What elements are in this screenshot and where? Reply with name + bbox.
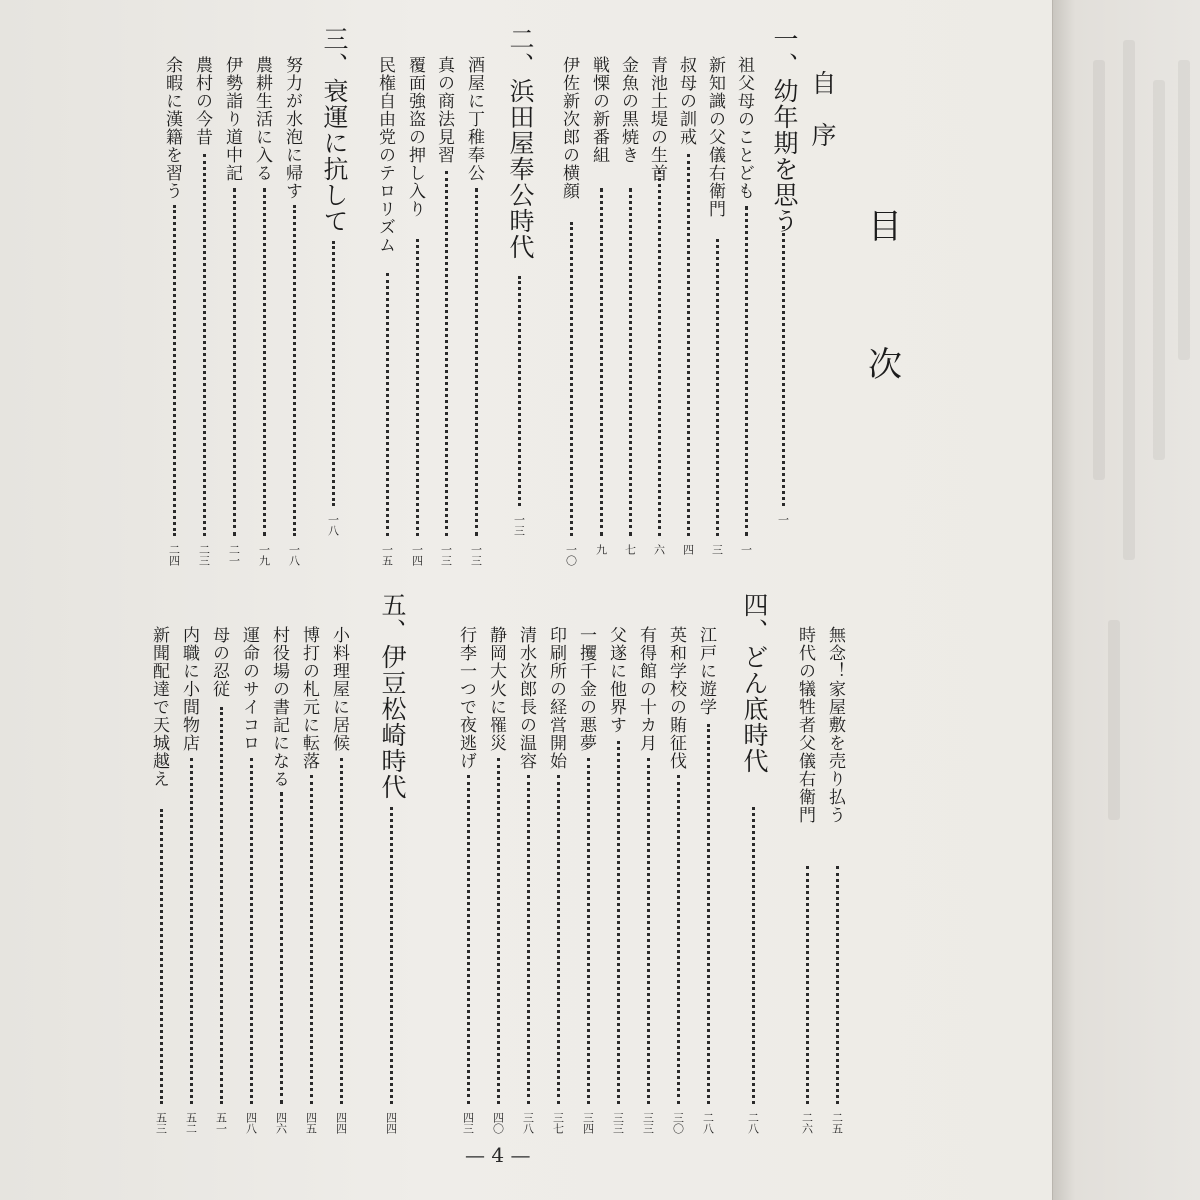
toc-entry-title: 行李一つで夜逃げ	[456, 626, 476, 770]
toc-leader-dots	[220, 707, 223, 1104]
toc-page-number: 三三	[641, 1112, 655, 1134]
toc-entry-title: 叔母の訓戒	[676, 56, 696, 146]
toc-entry[interactable]	[329, 626, 352, 1134]
toc-entry[interactable]	[734, 56, 757, 555]
toc-page-number: 五一	[214, 1112, 228, 1134]
toc-preface[interactable]	[808, 70, 837, 530]
toc-page-number: 一〇	[564, 544, 578, 566]
toc-leader-dots	[390, 807, 393, 1104]
toc-leader-dots	[647, 758, 650, 1104]
toc-leader-dots	[293, 205, 296, 536]
toc-entry[interactable]	[795, 626, 818, 1134]
toc-leader-dots	[752, 807, 755, 1104]
toc-leader-dots	[203, 154, 206, 536]
toc-entry[interactable]	[209, 626, 232, 1134]
toc-entry[interactable]	[405, 56, 428, 566]
toc-leader-dots	[600, 188, 603, 536]
toc-entry[interactable]	[606, 626, 629, 1134]
toc-leader-dots	[386, 273, 389, 536]
toc-leader-dots	[836, 866, 839, 1104]
toc-leader-dots	[587, 758, 590, 1104]
toc-leader-dots	[617, 741, 620, 1104]
toc-leader-dots	[160, 809, 163, 1104]
toc-page-number: 一五	[380, 544, 394, 566]
toc-leader-dots	[629, 188, 632, 536]
toc-entry-title: 小料理屋に居候	[329, 626, 349, 752]
toc-entry[interactable]	[269, 626, 292, 1134]
page-footer-number: — 4 —	[465, 1143, 531, 1167]
toc-section-5[interactable]	[378, 592, 407, 1134]
adjacent-page-edge	[1052, 0, 1200, 1200]
toc-page-number: 二四	[167, 544, 181, 566]
toc-leader-dots	[687, 154, 690, 536]
toc-page-number: 一八	[326, 514, 340, 536]
toc-entry[interactable]	[825, 626, 848, 1134]
toc-leader-dots	[280, 792, 283, 1104]
bleed-through-text	[1178, 60, 1190, 360]
bleed-through-text	[1123, 40, 1135, 560]
toc-page-number: 二八	[746, 1112, 760, 1134]
toc-entry-title: 努力が水泡に帰す	[282, 56, 302, 200]
toc-page-number: 一九	[257, 544, 271, 566]
toc-leader-dots	[445, 171, 448, 536]
toc-entry[interactable]	[149, 626, 172, 1134]
toc-leader-dots	[250, 758, 253, 1104]
toc-leader-dots	[263, 188, 266, 536]
toc-page-number: 四四	[384, 1112, 398, 1134]
toc-leader-dots	[557, 775, 560, 1104]
toc-entry[interactable]	[456, 626, 479, 1134]
toc-entry-title: 余暇に漢籍を習う	[162, 56, 182, 200]
toc-entry-title: 静岡大火に罹災	[486, 626, 506, 752]
toc-entry-title: 伊佐新次郎の横顔	[559, 56, 579, 200]
toc-page-number: 四六	[274, 1112, 288, 1134]
toc-entry[interactable]	[676, 56, 699, 555]
toc-page-number: 一三	[512, 514, 526, 536]
toc-entry[interactable]	[486, 626, 509, 1134]
toc-leader-dots	[782, 226, 785, 506]
toc-title-char-2: 次	[868, 345, 902, 385]
toc-entry-title: 民権自由党のテロリズム	[375, 56, 395, 254]
toc-entry-title: 有得館の十カ月	[636, 626, 656, 752]
toc-page-number: 一三	[469, 544, 483, 566]
toc-entry-title: 父遂に他界す	[606, 626, 626, 734]
toc-section-heading: 一、幼年期を思う	[770, 26, 799, 234]
toc-entry-title: 博打の札元に転落	[299, 626, 319, 770]
toc-entry-title: 一攫千金の悪夢	[576, 626, 596, 752]
toc-entry[interactable]	[647, 56, 670, 555]
toc-entry-title: 母の忍従	[209, 626, 229, 698]
bleed-through-text	[1108, 620, 1120, 820]
toc-entry[interactable]	[666, 626, 689, 1134]
toc-entry-title: 新知識の父儀右衛門	[705, 56, 725, 218]
toc-section-heading: 四、どん底時代	[740, 592, 769, 774]
toc-entry-title: 祖父母のことども	[734, 56, 754, 200]
toc-leader-dots	[233, 188, 236, 536]
toc-leader-dots	[707, 724, 710, 1104]
toc-entry-title: 印刷所の経営開始	[546, 626, 566, 770]
toc-section-2[interactable]	[506, 26, 535, 536]
toc-page-number: 一八	[287, 544, 301, 566]
toc-page-number: 三八	[521, 1112, 535, 1134]
toc-entry[interactable]	[179, 626, 202, 1134]
toc-entry[interactable]	[696, 626, 719, 1134]
toc-entry-title: 覆面強盗の押し入り	[405, 56, 425, 218]
toc-entry[interactable]	[546, 626, 569, 1134]
toc-entry[interactable]	[559, 56, 582, 566]
toc-entry-title: 青池土堤の生首	[647, 56, 667, 182]
toc-entry-title: 清水次郎長の温容	[516, 626, 536, 770]
toc-entry[interactable]	[589, 56, 612, 555]
toc-section-4[interactable]	[740, 592, 769, 1134]
bleed-through-text	[1093, 60, 1105, 480]
toc-entry-title: 内職に小間物店	[179, 626, 199, 752]
toc-page-number: 四〇	[491, 1112, 505, 1134]
toc-entry-title: 無念！家屋敷を売り払う	[825, 626, 845, 824]
toc-leader-dots	[570, 222, 573, 536]
toc-section-heading: 三、衰運に抗して	[320, 26, 349, 234]
toc-leader-dots	[340, 758, 343, 1104]
toc-page-number: 一	[739, 544, 753, 555]
toc-page-number: 三四	[581, 1112, 595, 1134]
toc-entry-title: 江戸に遊学	[696, 626, 716, 716]
toc-entry[interactable]	[618, 56, 641, 555]
toc-page-number: 七	[623, 544, 637, 555]
toc-entry-title: 金魚の黒焼き	[618, 56, 638, 164]
toc-page-number: 一四	[410, 544, 424, 566]
toc-leader-dots	[310, 775, 313, 1104]
toc-leader-dots	[527, 775, 530, 1104]
toc-leader-dots	[658, 171, 661, 536]
toc-page-number: 三〇	[671, 1112, 685, 1134]
toc-page-number: 四	[681, 544, 695, 555]
toc-entry-title: 時代の犠牲者父儀右衛門	[795, 626, 815, 824]
toc-entry[interactable]	[239, 626, 262, 1134]
toc-entry-title: 酒屋に丁稚奉公	[464, 56, 484, 182]
toc-leader-dots	[518, 276, 521, 506]
toc-leader-dots	[677, 775, 680, 1104]
toc-page-number: 四四	[334, 1112, 348, 1134]
toc-page-number: 二六	[800, 1112, 814, 1134]
toc-entry[interactable]	[282, 56, 305, 566]
toc-entry[interactable]	[464, 56, 487, 566]
toc-page-number: 一	[776, 514, 790, 525]
toc-leader-dots	[475, 188, 478, 536]
toc-page-number: 九	[594, 544, 608, 555]
toc-entry[interactable]	[192, 56, 215, 566]
toc-leader-dots	[467, 775, 470, 1104]
toc-entry-title: 伊勢詣り道中記	[222, 56, 242, 182]
toc-page-number: 三	[710, 544, 724, 555]
toc-leader-dots	[190, 758, 193, 1104]
toc-page-number: 五二	[184, 1112, 198, 1134]
toc-entry-title: 農耕生活に入る	[252, 56, 272, 182]
toc-entry-title: 新聞配達で天城越え	[149, 626, 169, 788]
toc-leader-dots	[416, 239, 419, 536]
toc-page-number: 四八	[244, 1112, 258, 1134]
toc-entry-title: 運命のサイコロ	[239, 626, 259, 752]
toc-entry[interactable]	[636, 626, 659, 1134]
toc-leader-dots	[745, 206, 748, 536]
toc-page-number: 一三	[439, 544, 453, 566]
toc-section-heading: 二、浜田屋奉公時代	[506, 26, 535, 260]
toc-leader-dots	[716, 239, 719, 536]
toc-entry[interactable]	[516, 626, 539, 1134]
toc-entry-title: 英和学校の賄征伐	[666, 626, 686, 770]
toc-entry[interactable]	[252, 56, 275, 566]
toc-entry-title: 村役場の書記になる	[269, 626, 289, 788]
toc-entry[interactable]	[162, 56, 185, 566]
toc-section-3[interactable]	[320, 26, 349, 536]
toc-page-number: 二八	[701, 1112, 715, 1134]
toc-title-char-1: 目	[868, 207, 902, 247]
toc-entry-title: 戦慄の新番組	[589, 56, 609, 164]
toc-page-number: 三七	[551, 1112, 565, 1134]
bleed-through-text	[1153, 80, 1165, 460]
toc-leader-dots	[497, 758, 500, 1104]
toc-page-number: 四三	[461, 1112, 475, 1134]
toc-entry[interactable]	[375, 56, 398, 566]
toc-page-number: 二一	[227, 544, 241, 566]
toc-leader-dots	[806, 866, 809, 1104]
toc-page-number: 四五	[304, 1112, 318, 1134]
toc-page-number: 六	[652, 544, 666, 555]
toc-page-number: 二五	[830, 1112, 844, 1134]
toc-entry-title: 真の商法見習	[434, 56, 454, 164]
toc-section-1[interactable]	[770, 26, 799, 526]
toc-entry[interactable]	[705, 56, 728, 555]
toc-entry[interactable]	[576, 626, 599, 1134]
toc-leader-dots	[332, 241, 335, 506]
toc-entry[interactable]	[222, 56, 245, 566]
toc-entry[interactable]	[299, 626, 322, 1134]
toc-leader-dots	[173, 205, 176, 536]
toc-page-number: 三三	[611, 1112, 625, 1134]
toc-page-number: 五三	[154, 1112, 168, 1134]
toc-section-heading: 五、伊豆松崎時代	[378, 592, 407, 800]
toc-page-number: 二三	[197, 544, 211, 566]
toc-preface-title: 自 序	[808, 70, 837, 148]
toc-entry[interactable]	[434, 56, 457, 566]
toc-entry-title: 農村の今昔	[192, 56, 212, 146]
